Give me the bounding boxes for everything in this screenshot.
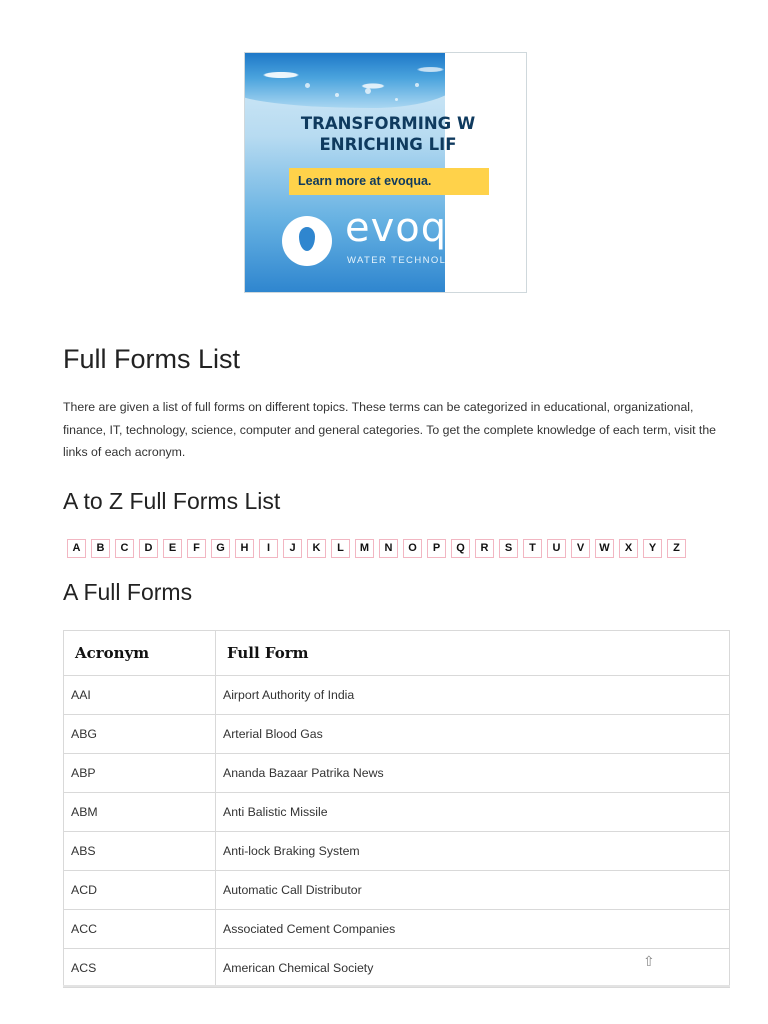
page-title: Full Forms List xyxy=(63,344,241,374)
intro-paragraph: There are given a list of full forms on different topics. These terms can be categorized in educational, organizational, finance, IT, technology, science, computer and general categories. To get the complete knowledge of each term, visit the links of each acronym. xyxy=(63,400,717,459)
main-content xyxy=(63,340,730,988)
ad-cta-button[interactable]: Learn more at evoqua. xyxy=(289,168,489,195)
table-row xyxy=(64,909,730,948)
acronym-cell[interactable]: ABP xyxy=(64,753,216,792)
letter-index xyxy=(67,539,730,558)
table-header-row xyxy=(64,630,730,675)
letter-link-y[interactable]: Y xyxy=(643,539,662,558)
letter-link-h[interactable]: H xyxy=(235,539,254,558)
letter-link-t[interactable]: T xyxy=(523,539,542,558)
letter-link-l[interactable]: L xyxy=(331,539,350,558)
letter-link-u[interactable]: U xyxy=(547,539,566,558)
letter-link-f[interactable]: F xyxy=(187,539,206,558)
acronym-cell[interactable]: ABM xyxy=(64,792,216,831)
acronym-cell[interactable]: ABG xyxy=(64,714,216,753)
water-drop-icon xyxy=(282,216,332,266)
az-section-title: A to Z Full Forms List xyxy=(63,487,281,514)
letter-link-d[interactable]: D xyxy=(139,539,158,558)
table-row xyxy=(64,675,730,714)
letter-link-z[interactable]: Z xyxy=(667,539,686,558)
letter-link-g[interactable]: G xyxy=(211,539,230,558)
letter-link-x[interactable]: X xyxy=(619,539,638,558)
ad-brand-name: evoq xyxy=(345,205,448,251)
acronym-column-header: Acronym xyxy=(64,630,216,675)
full-form-cell: Airport Authority of India xyxy=(216,675,730,714)
full-form-cell: Associated Cement Companies xyxy=(216,909,730,948)
full-form-cell: American Chemical Society xyxy=(216,948,730,987)
letter-link-q[interactable]: Q xyxy=(451,539,470,558)
ad-headline-line2: ENRICHING LIF xyxy=(319,135,457,154)
letter-link-a[interactable]: A xyxy=(67,539,86,558)
ad-headline xyxy=(273,113,503,155)
table-row xyxy=(64,870,730,909)
full-form-cell: Anti-lock Braking System xyxy=(216,831,730,870)
letter-link-k[interactable]: K xyxy=(307,539,326,558)
acronym-cell[interactable]: ACS xyxy=(64,948,216,987)
full-form-column-header: Full Form xyxy=(216,630,730,675)
full-form-cell: Anti Balistic Missile xyxy=(216,792,730,831)
acronym-cell[interactable]: ACC xyxy=(64,909,216,948)
letter-link-r[interactable]: R xyxy=(475,539,494,558)
letter-link-w[interactable]: W xyxy=(595,539,614,558)
table-bottom-border xyxy=(63,985,730,987)
full-form-cell: Automatic Call Distributor xyxy=(216,870,730,909)
letter-link-m[interactable]: M xyxy=(355,539,374,558)
letter-link-j[interactable]: J xyxy=(283,539,302,558)
letter-link-o[interactable]: O xyxy=(403,539,422,558)
acronym-cell[interactable]: AAI xyxy=(64,675,216,714)
table-row xyxy=(64,948,730,987)
ad-headline-line1: TRANSFORMING W xyxy=(300,114,476,133)
table-row xyxy=(64,753,730,792)
letter-link-p[interactable]: P xyxy=(427,539,446,558)
letter-link-s[interactable]: S xyxy=(499,539,518,558)
a-section-title: A Full Forms xyxy=(63,578,193,605)
table-row xyxy=(64,714,730,753)
acronym-cell[interactable]: ACD xyxy=(64,870,216,909)
letter-link-c[interactable]: C xyxy=(115,539,134,558)
water-splash-image xyxy=(245,53,445,108)
acronym-cell[interactable]: ABS xyxy=(64,831,216,870)
scroll-to-top-icon[interactable]: ⇧ xyxy=(643,953,655,969)
letter-link-b[interactable]: B xyxy=(91,539,110,558)
letter-link-i[interactable]: I xyxy=(259,539,278,558)
letter-link-n[interactable]: N xyxy=(379,539,398,558)
table-row xyxy=(64,831,730,870)
letter-link-e[interactable]: E xyxy=(163,539,182,558)
full-form-cell: Arterial Blood Gas xyxy=(216,714,730,753)
letter-link-v[interactable]: V xyxy=(571,539,590,558)
ad-brand-subtitle: WATER TECHNOL xyxy=(347,255,447,266)
full-forms-table xyxy=(63,630,730,988)
ad-banner[interactable] xyxy=(244,52,527,293)
full-form-cell: Ananda Bazaar Patrika News xyxy=(216,753,730,792)
table-row xyxy=(64,792,730,831)
